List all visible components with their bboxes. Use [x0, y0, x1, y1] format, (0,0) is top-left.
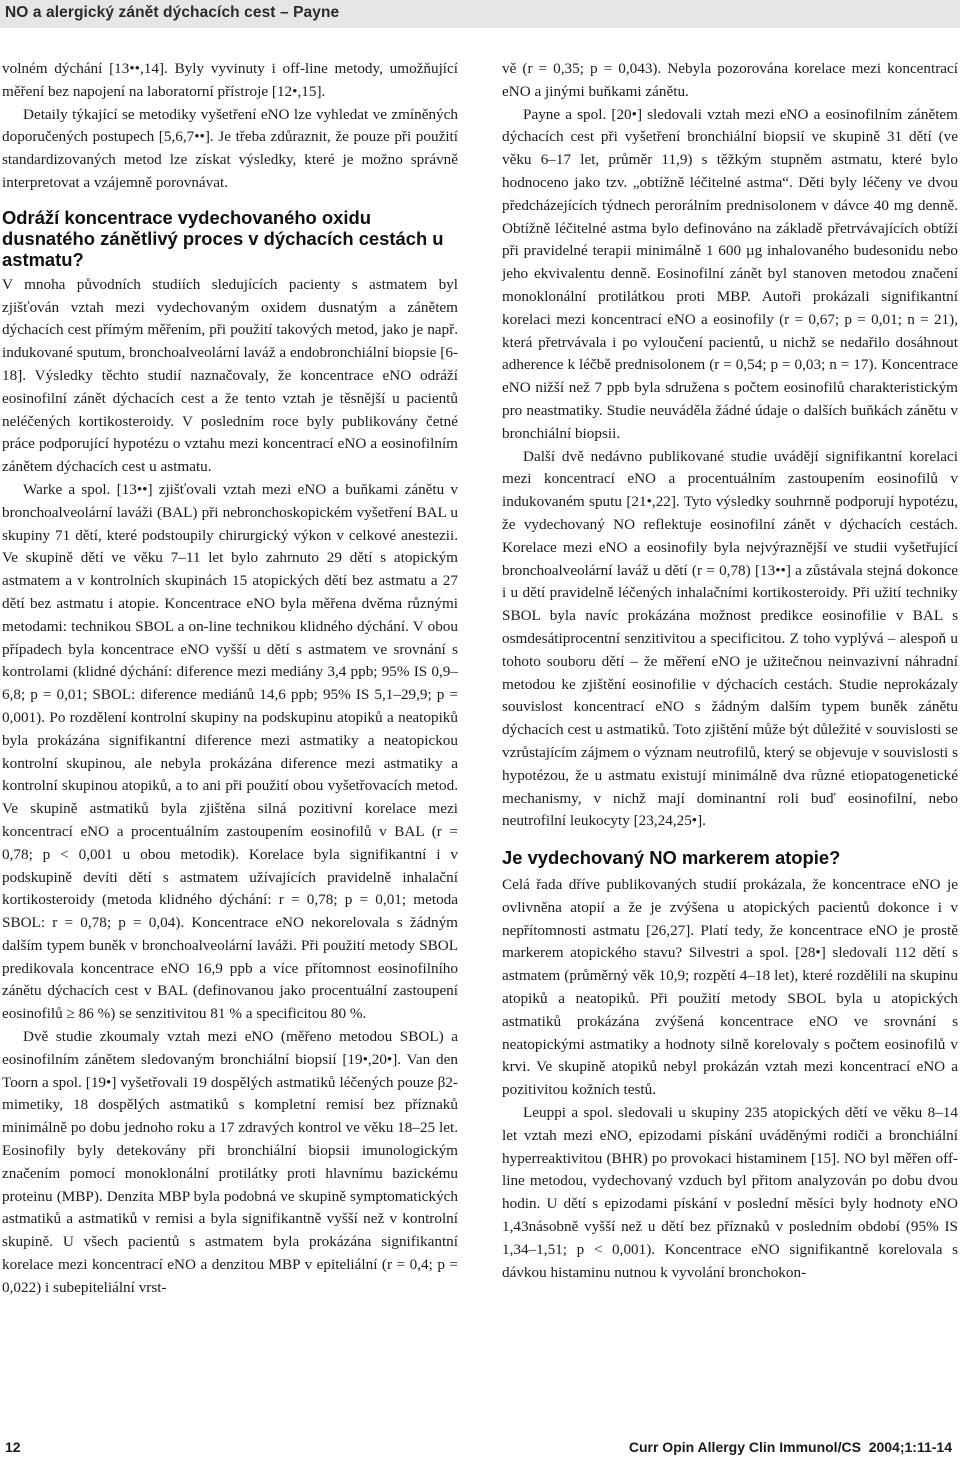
right-column	[502, 58, 958, 1284]
right-paragraph-1: vě (r = 0,35; p = 0,043). Nebyla pozorována korelace mezi koncentrací eNO a jinými buňkami zánětu.	[502, 60, 958, 100]
left-paragraph-3: V mnoha původních studiích sledujících pacienty s astmatem byl zjišťován vztah mezi vydechovaným oxidem dusnatým a zánětem dýchacích cest přímým měřením, při použití takových metod, jako je např. indukované sputum, bronchoalveolární laváž a endobronchiální biopsie [6-18]. Výsledky těchto studií naznačovaly, že koncentrace eNO odráží eosinofilní zánět dýchacích cest a že tento vztah je těsnější u pacientů neléčených kortikosteroidy. V posledním roce byly publikovány četné práce podporující hypotézu o vztahu mezi koncentrací eNO a eosinofilním zánětem dýchacích cest u astmatu.	[2, 275, 458, 476]
left-paragraph-5: Dvě studie zkoumaly vztah mezi eNO (měřeno metodou SBOL) a eosinofilním zánětem sledovaným bronchiální biopsií [19•,20•]. Van den Toorn a spol. [19•] vyšetřovali 19 dospělých astmatiků léčených pouze β2-mimetiky, 18 dospělých astmatiků s kompletní remisí bez příznaků minimálně po dobu jednoho roku a 17 zdravých kontrol ve věku 18–25 let. Eosinofily byly detekovány při bronchiální biopsii imunologickým značením pomocí monoklonální protilátky proti hlavnímu bazickému proteinu (MBP). Denzita MBP byla podobná ve skupině symptomatických astmatiků a astmatiků v remisi a byla signifikantně vyšší než v kontrolní skupině. U všech pacientů s astmatem byla prokázána signifikantní korelace mezi koncentrací eNO a denzitou MBP v epiteliální (r = 0,4; p = 0,022) i subepiteliální vrst-	[2, 1028, 458, 1296]
left-paragraph-1: volném dýchání [13••,14]. Byly vyvinuty i off-line metody, umožňující měření bez napojení na laboratorní přístroje [12•,15].	[2, 60, 458, 100]
right-paragraph-3: Další dvě nedávno publikované studie uvádějí signifikantní korelaci mezi koncentrací eNO a procentuálním zastoupením eosinofilů v indukovaném sputu [21•,22]. Tyto výsledky souhrnně podporují hypotézu, že vydechovaný NO reflektuje eosinofilní zánět v dýchacích cestách. Korelace mezi eNO a eosinofily byla nejvýraznější ve studii vyšetřující bronchoalveolární laváž u dětí (r = 0,78) [13••] a zůstávala stejná dokonce i u dětí pravidelně léčených inhalačními kortikosteroidy. Při užití techniky SBOL byla navíc prokázána možnost predikce eosinofilie v BAL s osmdesátiprocentní senzitivitou a specificitou. Z toho vyplývá – alespoň u tohoto souboru dětí – že měření eNO je užitečnou neinvazivní náhradní metodou ke zjištění eosinofilie v dýchacích cestách. Studie neprokázaly souvislost koncentrací eNO s žádným dalším typem buněk zánětu dýchacích cest u astmatiků. Toto zjištění může být důležité v souvislosti se vzrůstajícím zájmem o význam neutrofilů, který se objevuje v souvislosti s hypotézou, že u astmatu existují minimálně dva různé etiopatogenetické mechanismy, v nichž mají dominantní roli buď eosinofilní, nebo neutrofilní leukocyty [23,24,25•].	[502, 447, 958, 830]
left-paragraph-2: Detaily týkající se metodiky vyšetření eNO lze vyhledat ve zmíněných doporučených postupech [5,6,7••]. Je třeba zdůraznit, že pouze při použití standardizovaných metod lze získat výsledky, které je možno správně interpretovat a vzájemně porovnávat.	[2, 105, 458, 191]
right-paragraph-4: Celá řada dříve publikovaných studií prokázala, že koncentrace eNO je ovlivněna atopií a že je zvýšena u atopických pacientů dokonce i v nepřítomnosti astmatu [26,27]. Platí tedy, že koncentrace eNO je prostě markerem atopického stavu? Silvestri a spol. [28•] sledovali 112 dětí s astmatem (průměrný věk 10,9; rozpětí 4–18 let), které rozdělili na skupinu atopiků a neatopiků. Při použití metody SBOL byla u atopických astmatiků prokázána zvýšená koncentrace eNO ve srovnání s neatopickými astmatiky a hodnoty silně korelovaly s počtem eosinofilů v krvi. Ve skupině atopiků nebyl prokázán vztah mezi koncentrací eNO a pozitivitou kožních testů.	[502, 876, 958, 1099]
left-column	[2, 58, 458, 1300]
page-number: 12	[5, 1439, 21, 1455]
running-header	[0, 0, 960, 28]
header-title: NO a alergický zánět dýchacích cest – Payne	[5, 4, 340, 21]
right-paragraph-5: Leuppi a spol. sledovali u skupiny 235 atopických dětí ve věku 8–14 let vztah mezi eNO, epizodami pískání uváděnými rodiči a bronchiální hyperreaktivitou (BHR) po provokaci histaminem [15]. NO byl měřen off-line metodou, vydechovaný vzduch byl přitom analyzován po dobu dvou hodin. U dětí s epizodami pískání v poslední měsíci byly hodnoty eNO 1,43násobně vyšší než u dětí bez příznaků v posledním období (95% IS 1,34–1,51; p < 0,001). Koncentrace eNO signifikantně korelovala s dávkou histaminu nutnou k vyvolání bronchokon-	[502, 1104, 958, 1281]
journal-citation	[629, 1439, 952, 1455]
page-footer	[0, 1436, 960, 1462]
right-paragraph-2: Payne a spol. [20•] sledovali vztah mezi eNO a eosinofilním zánětem dýchacích cest při vyšetření bronchiální biopsií ve skupině 31 dětí (ve věku 6–17 let, průměr 11,9) s těžkým stupněm astmatu, které bylo hodnoceno jako tzv. „obtížně léčitelné astma“. Děti byly léčeny ve dvou předcházejících týdnech perorálním prednisolonem v dávce 40 mg denně. Obtížně léčitelné astma bylo definováno na základě přetrvávajících obtíží při pravidelné terapii minimálně 1 600 µg inhalovaného budesonidu nebo jeho ekvivalentu denně. Eosinofilní zánět byl stanoven metodou značení monoklonální protilátkou proti MBP. Autoři prokázali signifikantní korelaci mezi koncentrací eNO a eosinofily (r = 0,67; p = 0,01; n = 21), která přetrvávala i po vyloučení pacientů, u nichž se nedařilo dosáhnout adherence k léčbě prednisolonem (r = 0,54; p = 0,03; n = 17). Koncentrace eNO nižší než 7 ppb byla sdružena s počtem eosinofilů charakteristickým pro neastmatiky. Studie neuváděla žádné údaje o dalších buňkách zánětu v bronchiální biopsii.	[502, 105, 958, 442]
left-paragraph-4: Warke a spol. [13••] zjišťovali vztah mezi eNO a buňkami zánětu v bronchoalveolární laváži (BAL) při nebronchoskopickém vyšetření BAL u skupiny 71 dětí, které podstoupily chirurgický výkon v celkové anestezii. Ve skupině dětí ve věku 7–11 let bylo zahrnuto 29 dětí s atopickým astmatem a v kontrolních skupinách 15 atopických dětí bez astmatu a 27 dětí bez astmatu i atopie. Koncentrace eNO byla měřena dvěma různými metodami: technikou SBOL a on-line technikou klidného dýchání. V obou případech byla koncentrace eNO vyšší u dětí s astmatem ve srovnání s kontrolami (klidné dýchání: diference mezi mediány 3,4 ppb; 95% IS 0,9–6,8; p = 0,01; SBOL: diference mediánů 14,6 ppb; 95% IS 5,1–29,9; p = 0,001). Po rozdělení kontrolní skupiny na podskupinu atopiků a neatopiků byla prokázána signifikantní diference mezi astmatiky a neatopickou kontrolní skupinou, ale nebyla prokázána diference mezi astmatiky a kontrolní skupinou atopiků, a to ani při použití obou vyšetřovacích metod. Ve skupině astmatiků byla zjištěna silná pozitivní korelace mezi koncentrací eNO a procentuálním zastoupením eosinofilů v BAL (r = 0,78; p < 0,001 u obou metodik). Korelace byla signifikantní i v podskupině devíti dětí s astmatem užívajících pravidelně inhalační kortikosteroidy (metoda klidného dýchání: r = 0,78; p = 0,01; metoda SBOL: r = 0,78; p = 0,04). Koncentrace eNO nekorelovala s žádným dalším typem buněk v bronchoalveolární laváži. Při použití metody SBOL predikovala koncentrace eNO 16,9 ppb a více přítomnost eosinofilního zánětu dýchacích cest v BAL (definovanou jako procentuální zastoupení eosinofilů ≥ 86 %) se senzitivitou 81 % a specificitou 80 %.	[2, 480, 458, 1023]
citation-volume: 2004;1:11-14	[868, 1439, 952, 1455]
journal-name: Curr Opin Allergy Clin Immunol/CS	[628, 1439, 861, 1455]
section-heading-eno-inflammation: Odráží koncentrace vydechovaného oxidu dusnatého zánětlivý proces v dýchacích cestách u astmatu?	[2, 206, 444, 270]
section-heading-atopy-marker: Je vydechovaný NO markerem atopie?	[502, 847, 841, 869]
